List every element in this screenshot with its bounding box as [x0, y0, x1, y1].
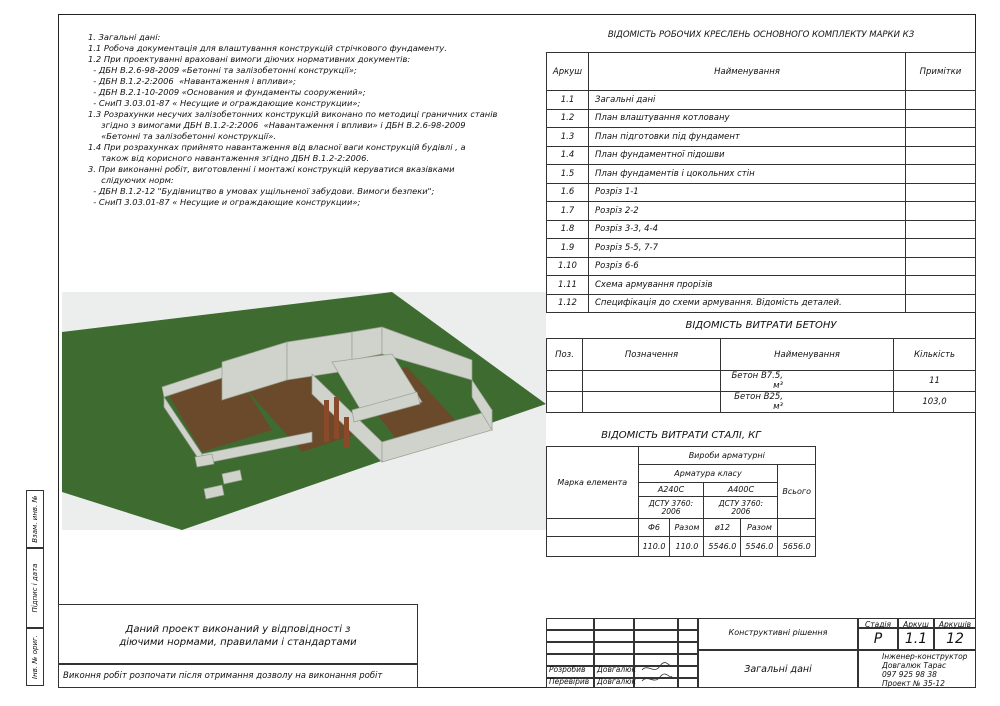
- note-line: 3. При виконанні робіт, виготовленні і монтажі конструкцій керуватися вказівками: [88, 164, 455, 174]
- signatures: [640, 661, 674, 685]
- dstu-a400: ДСТУ 3760: 2006: [704, 497, 778, 519]
- note-line: - ДБН В.1.2-12 "Будівництво в умовах ущільненої забудови. Вимоги безпеки";: [88, 186, 435, 196]
- sum2-value: 5546.0: [741, 537, 778, 557]
- sheets-value: 12: [946, 631, 964, 647]
- table-row: [547, 220, 976, 239]
- sheet-number: 1.7: [547, 202, 589, 221]
- sheet-note: [906, 276, 976, 295]
- header-qty: Кількість: [894, 339, 976, 371]
- stamp-cell: [678, 618, 698, 630]
- a240-header: А240С: [638, 483, 704, 497]
- stamp-cell: [546, 618, 594, 630]
- checked-label: Перевірив: [549, 677, 590, 686]
- sheet-note: [906, 128, 976, 147]
- sheet-number: 1.6: [547, 183, 589, 202]
- sheet-number: 1.10: [547, 257, 589, 276]
- sheet-header: Аркуш: [903, 620, 929, 629]
- note-line: згідно з вимогами ДБН В.1.2-2:2006 «Навантаження і впливи» і ДБН В.2.6-98-2009: [88, 120, 466, 130]
- stamp-cell: [634, 630, 678, 642]
- sheet-number: 1.8: [547, 220, 589, 239]
- steel-table: [546, 446, 816, 557]
- header-designation: Позначення: [583, 339, 721, 371]
- dstu-a240: ДСТУ 3760: 2006: [638, 497, 704, 519]
- note-line: також від корисного навантаження згідно ДБН В.1.2-2:2006.: [88, 153, 369, 163]
- stamp-cell: [546, 642, 594, 654]
- sheet-note: [906, 146, 976, 165]
- sheet-number: 1.12: [547, 294, 589, 313]
- steel-title: ВІДОМІСТЬ ВИТРАТИ СТАЛІ, КГ: [601, 430, 761, 441]
- general-notes: [88, 32, 528, 208]
- table-row: [547, 294, 976, 313]
- engineer-title: Інженер-конструктор: [882, 652, 968, 661]
- mark-empty: [547, 519, 639, 537]
- sheet-number: 1.5: [547, 165, 589, 184]
- note-line: слідуючих норм:: [88, 175, 174, 185]
- side-signature: [26, 548, 44, 628]
- d12-header: ø12: [704, 519, 741, 537]
- note-line: - СниП 3.03.01-87 « Несущие и ограждающие конструкции»;: [88, 197, 361, 207]
- sheet-title: Розріз 3-3, 4-4: [589, 220, 906, 239]
- sheet-note: [906, 109, 976, 128]
- permit-box: [58, 664, 418, 688]
- project-name: Конструктивні рішення: [728, 628, 828, 637]
- side-label: Підпис і дата: [31, 563, 39, 613]
- sheet-title: Розріз 5-5, 7-7: [589, 239, 906, 258]
- sheet-title: Загальні дані: [589, 91, 906, 110]
- note-line: - СниП 3.03.01-87 « Несущие и ограждающие конструкции»;: [88, 98, 361, 108]
- rebar-class-header: Арматура класу: [638, 465, 778, 483]
- project-cell: [698, 618, 858, 650]
- side-label: Інв. № ориг.: [31, 635, 39, 679]
- developed-label: Розробив: [549, 665, 586, 674]
- mark-value: [547, 537, 639, 557]
- note-line: «Бетонні та залізобетонні конструкції».: [88, 131, 276, 141]
- sheet-title: Схема армування прорізів: [589, 276, 906, 295]
- note-line: - ДБН В.1.2-2:2006 «Навантаження і впливи»;: [88, 76, 296, 86]
- table-row: [547, 91, 976, 110]
- header-pos: Поз.: [547, 339, 583, 371]
- qty-cell: 11: [894, 371, 976, 392]
- name-cell: Бетон В7.5, м³: [721, 371, 894, 392]
- stage-header: Стадія: [865, 620, 891, 629]
- side-replaced-inv: [26, 490, 44, 548]
- sheet-title: План підготовки під фундамент: [589, 128, 906, 147]
- note-line: 1.1 Робоча документація для влаштування конструкцій стрічкового фундаменту.: [88, 43, 447, 53]
- stamp-cell: [634, 642, 678, 654]
- sheet-name-cell: [698, 650, 858, 688]
- sheet-note: [906, 257, 976, 276]
- permit-text: Виконня робіт розпочати після отримання дозволу на виконання робіт: [63, 671, 383, 681]
- sum1-value: 110.0: [670, 537, 704, 557]
- stamp-cell: [594, 630, 634, 642]
- sheet-title: Розріз 6-6: [589, 257, 906, 276]
- note-line: 1.3 Розрахунки несучих залізобетонних конструкцій виконано по методиці граничних станів: [88, 109, 498, 119]
- note-line: 1.4 При розрахунках прийнято навантаження від власної ваги конструкцій будівлі , а: [88, 142, 466, 152]
- author-developed: Довгалюк: [597, 665, 637, 674]
- sum2-header: Разом: [741, 519, 778, 537]
- sheet-note: [906, 91, 976, 110]
- sheet-number: 1.3: [547, 128, 589, 147]
- sheet-number: 1.1: [547, 91, 589, 110]
- engineer-name: Довгалюк Тарас: [882, 661, 947, 670]
- sum1-header: Разом: [670, 519, 704, 537]
- header-notes: Примітки: [906, 53, 976, 91]
- table-row: [547, 202, 976, 221]
- total-header: Всього: [778, 465, 816, 519]
- compliance-line2: діючими нормами, правилами і стандартами: [119, 637, 357, 648]
- side-label: Взам. инв. №: [31, 495, 39, 543]
- pos-cell: [547, 392, 583, 413]
- stamp-cell: [678, 666, 698, 678]
- table-row: [547, 239, 976, 258]
- sheet-note: [906, 239, 976, 258]
- engineer-phone: 097 925 98 38: [882, 670, 937, 679]
- sheet-value: 1.1: [904, 631, 928, 647]
- d6-header: Ф6: [638, 519, 670, 537]
- sheet-title: План влаштування котловану: [589, 109, 906, 128]
- sheet-note: [906, 220, 976, 239]
- note-line: 1. Загальні дані:: [88, 32, 161, 42]
- note-line: 1.2 При проектуванні враховані вимоги діючих нормативних документів:: [88, 54, 411, 64]
- pos-cell: [547, 371, 583, 392]
- sheet-note: [906, 202, 976, 221]
- sheet-title: План фундаментів і цокольних стін: [589, 165, 906, 184]
- products-header: Вироби арматурні: [638, 447, 815, 465]
- table-row: [547, 392, 976, 413]
- sheet-number: 1.2: [547, 109, 589, 128]
- stamp-cell: [678, 678, 698, 688]
- compliance-line1: Даний проект виконаний у відповідності з: [125, 624, 351, 635]
- note-line: - ДБН В.2.6-98-2009 «Бетонні та залізобетонні конструкції»;: [88, 65, 357, 75]
- stamp-cell: [546, 630, 594, 642]
- qty-cell: 103,0: [894, 392, 976, 413]
- stamp-cell: [634, 618, 678, 630]
- header-sheet: Аркуш: [547, 53, 589, 91]
- foundation-3d-render: [62, 292, 546, 530]
- concrete-table: [546, 338, 976, 413]
- sheet-note: [906, 183, 976, 202]
- table-row: [547, 165, 976, 184]
- stamp-cell: [594, 642, 634, 654]
- compliance-box: [58, 604, 418, 664]
- designation-cell: [583, 371, 721, 392]
- sheet-note: [906, 294, 976, 313]
- sheet-name: Загальні дані: [744, 664, 812, 675]
- table-row: [547, 371, 976, 392]
- total-value: 5656.0: [778, 537, 816, 557]
- d6-value: 110.0: [638, 537, 670, 557]
- table-row: [547, 257, 976, 276]
- sheet-note: [906, 165, 976, 184]
- sheets-header: Аркушів: [938, 620, 972, 629]
- d12-value: 5546.0: [704, 537, 741, 557]
- stamp-cell: [678, 642, 698, 654]
- header-name: Найменування: [589, 53, 906, 91]
- stage-value: Р: [873, 631, 883, 647]
- side-orig-inv: [26, 628, 44, 686]
- sheet-number: 1.9: [547, 239, 589, 258]
- sheet-title: Розріз 2-2: [589, 202, 906, 221]
- sheet-title: Розріз 1-1: [589, 183, 906, 202]
- sheet-title: Специфікація до схеми армування. Відомість деталей.: [589, 294, 906, 313]
- signature-2: [642, 674, 672, 681]
- sheet-number: 1.11: [547, 276, 589, 295]
- stamp-cell: [678, 654, 698, 666]
- table-row: [547, 128, 976, 147]
- note-line: - ДБН В.2.1-10-2009 «Основания и фундаменты сооружений»;: [88, 87, 366, 97]
- name-cell: Бетон В25, м³: [721, 392, 894, 413]
- stamp-cell: [594, 618, 634, 630]
- signature-1: [642, 663, 672, 670]
- stamp-cell: [678, 630, 698, 642]
- total-empty: [778, 519, 816, 537]
- sheet-number: 1.4: [547, 146, 589, 165]
- drawings-table: [546, 52, 976, 313]
- concrete-title: ВІДОМІСТЬ ВИТРАТИ БЕТОНУ: [685, 320, 837, 331]
- table-row: [547, 276, 976, 295]
- table-row: [547, 146, 976, 165]
- header-name: Найменування: [721, 339, 894, 371]
- a400-header: А400С: [704, 483, 778, 497]
- table-row: [547, 109, 976, 128]
- drawings-title: ВІДОМІСТЬ РОБОЧИХ КРЕСЛЕНЬ ОСНОВНОГО КОМПЛЕКТУ МАРКИ КЗ: [607, 30, 915, 40]
- designation-cell: [583, 392, 721, 413]
- table-row: [547, 183, 976, 202]
- element-mark-header: Марка елемента: [547, 447, 639, 519]
- engineer-info: [882, 652, 967, 688]
- author-checked: Довгалюк: [597, 677, 637, 686]
- project-number: Проект № 35-12: [882, 679, 945, 688]
- sheet-title: План фундаментної підошви: [589, 146, 906, 165]
